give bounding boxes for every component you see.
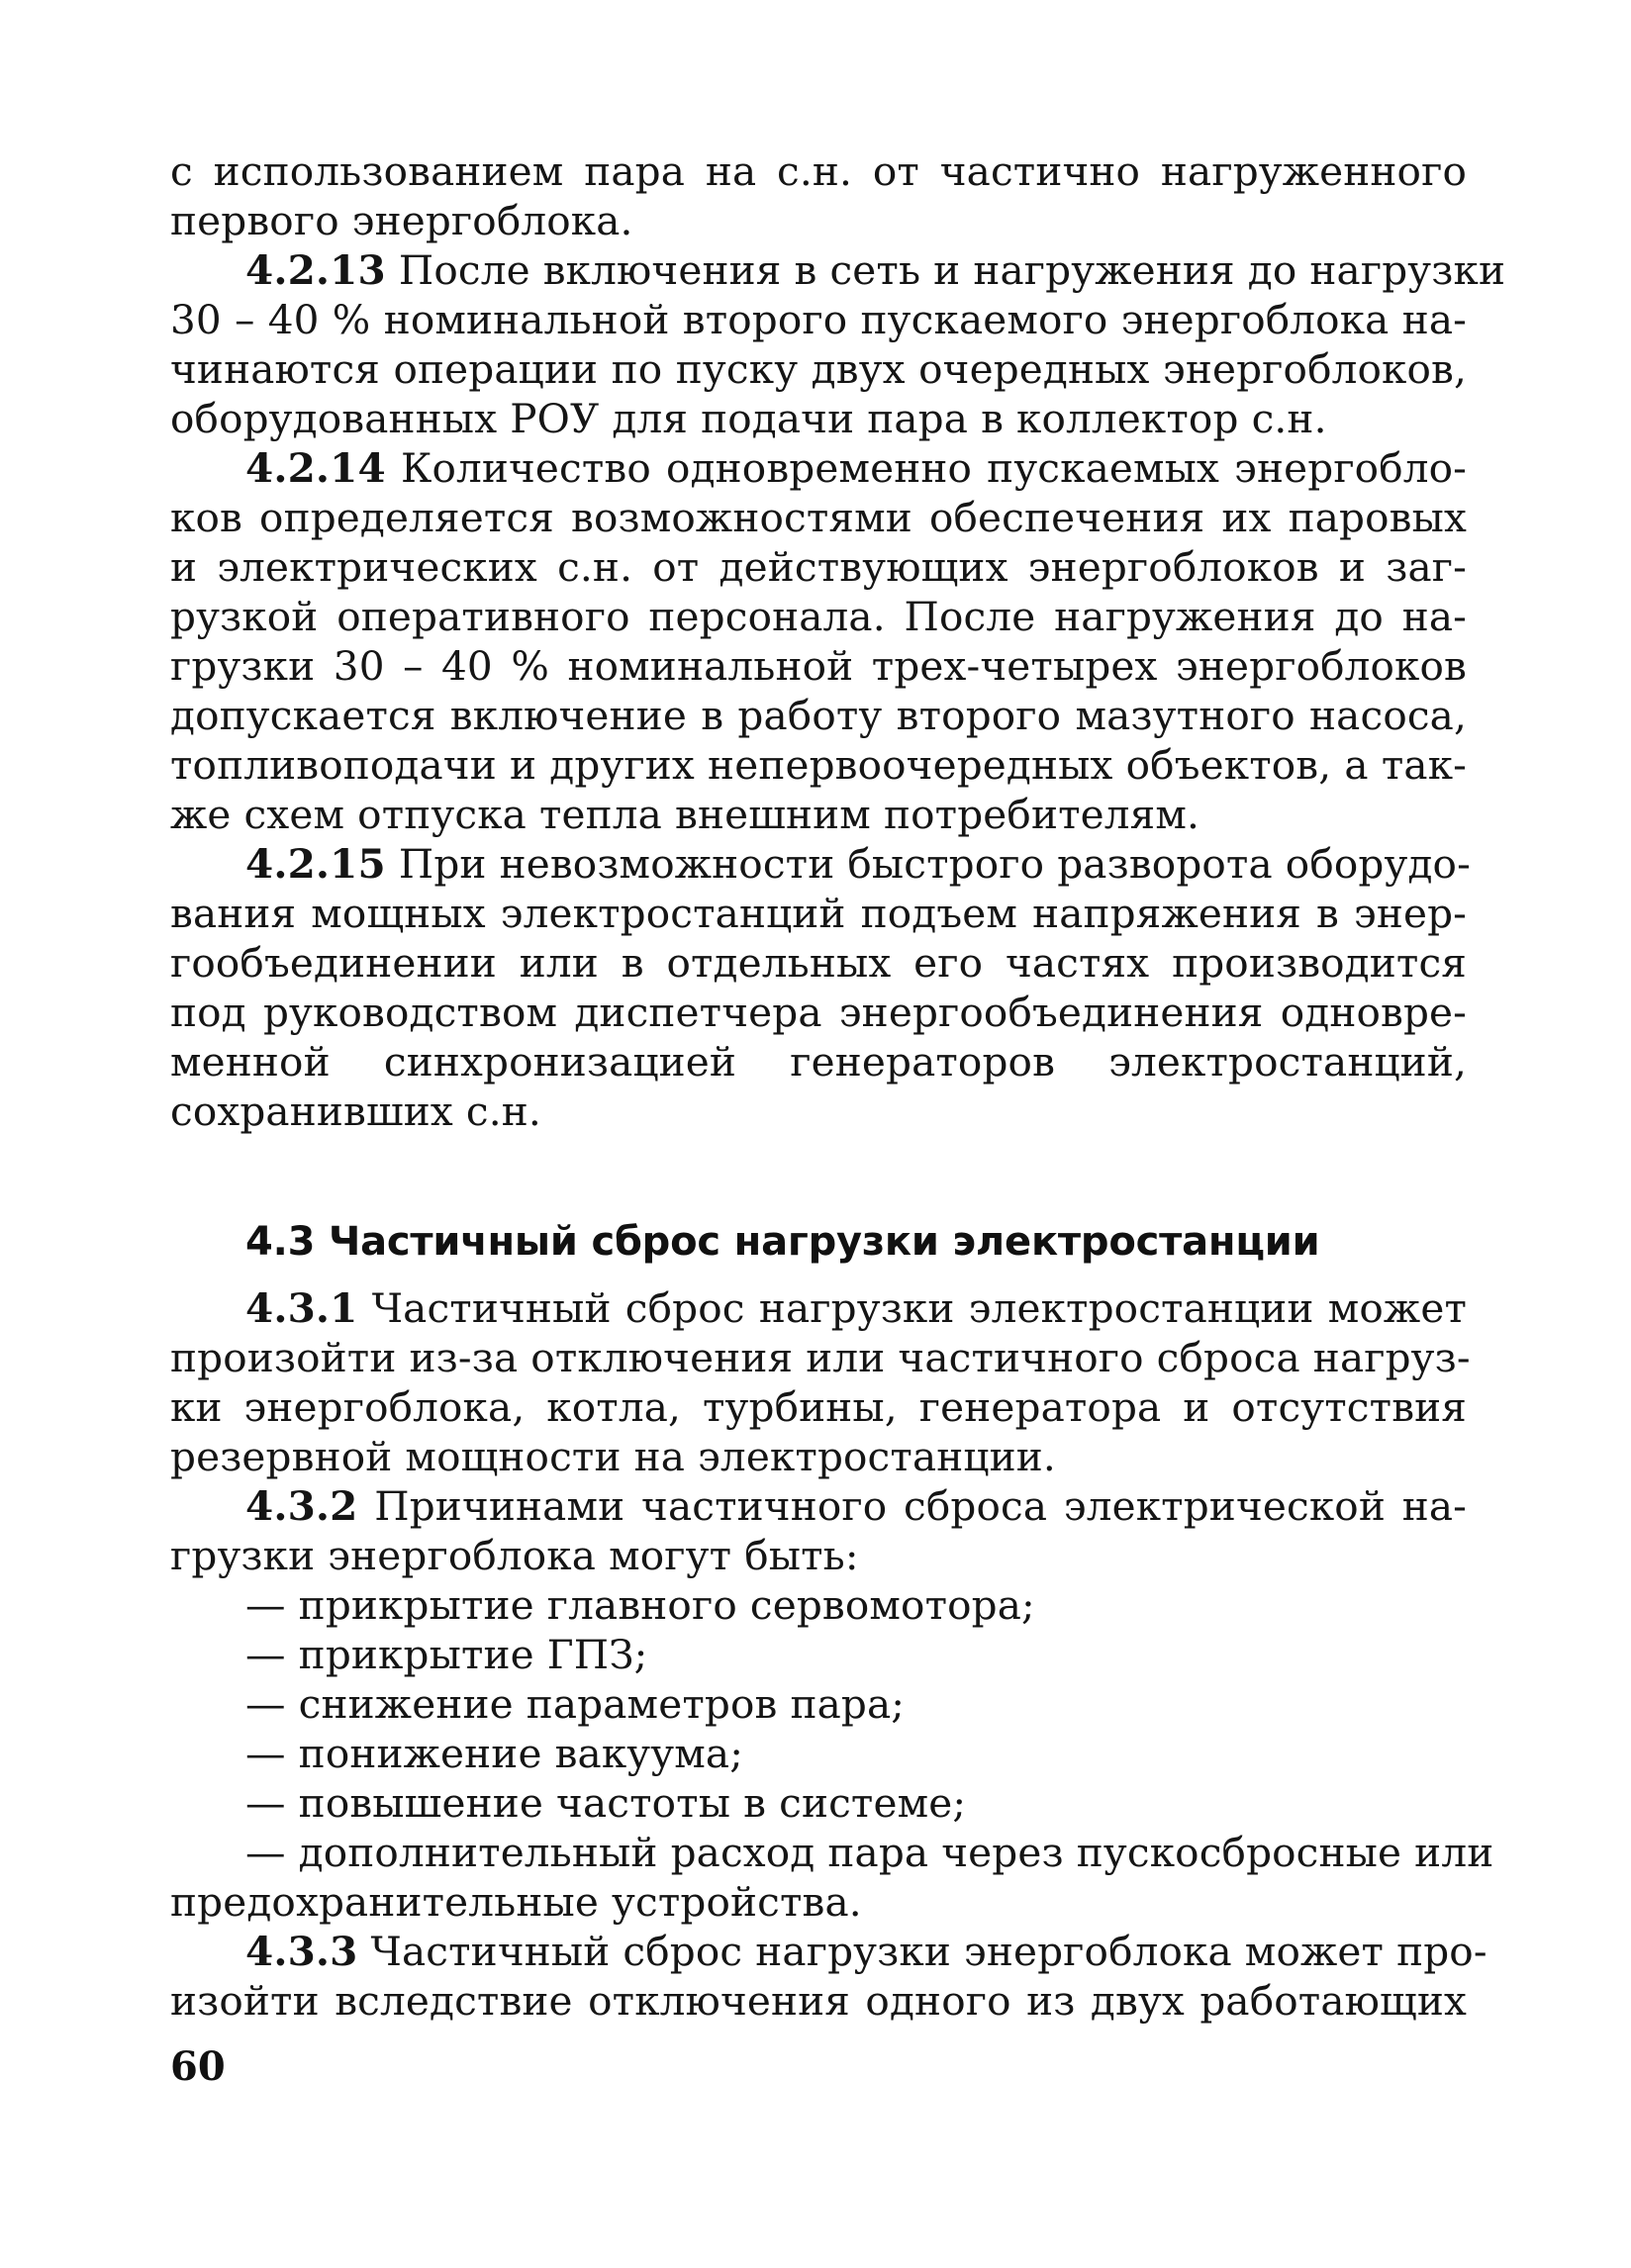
text-line: ки энергоблока, котла, турбины, генератора и отсутствия [170, 1383, 1467, 1431]
paragraph-first-line [245, 1927, 1487, 1976]
section-number: 4.3.2 [245, 1482, 358, 1530]
list-item: — прикрытие ГПЗ; [245, 1631, 648, 1678]
section-number: 4.3.3 [245, 1928, 358, 1975]
paragraph-first-line [245, 245, 1506, 295]
paragraph-first-line [245, 1481, 1467, 1531]
text-line: же схем отпуска тепла внешним потребителям. [170, 791, 1200, 838]
section-number: 4.3.1 [245, 1284, 358, 1332]
text-line: оборудованных РОУ для подачи пара в коллектор с.н. [170, 395, 1327, 442]
section-number: 4.2.15 [245, 840, 386, 888]
text-line: допускается включение в работу второго мазутного насоса, [170, 692, 1467, 739]
list-item: — понижение вакуума; [245, 1730, 744, 1777]
text-line: рузкой оперативного персонала. После нагружения до на- [170, 593, 1467, 640]
text-line: ков определяется возможностями обеспечения их паровых [170, 494, 1467, 541]
text-fragment: Причинами частичного сброса электрической на- [374, 1482, 1467, 1530]
text-line: грузки 30 – 40 % номинальной трех-четырех энергоблоков [170, 642, 1467, 690]
text-line: вания мощных электростанций подъем напряжения в энер- [170, 890, 1467, 937]
text-line: под руководством диспетчера энергообъединения одновре- [170, 989, 1467, 1036]
text-line: первого энергоблока. [170, 197, 633, 244]
text-line: гообъединении или в отдельных его частях производится [170, 939, 1467, 987]
list-item: — снижение параметров пара; [245, 1680, 906, 1728]
text-line: 30 – 40 % номинальной второго пускаемого энергоблока на- [170, 296, 1467, 343]
section-number: 4.2.14 [245, 444, 386, 492]
list-item: — прикрытие главного сервомотора; [245, 1581, 1035, 1629]
text-line: с использованием пара на с.н. от частично нагруженного [170, 147, 1467, 195]
text-fragment: После включения в сеть и нагружения до нагрузки [398, 246, 1506, 294]
text-line: грузки энергоблока могут быть: [170, 1532, 859, 1579]
section-heading: 4.3 Частичный сброс нагрузки электростанции [245, 1219, 1320, 1265]
text-line: изойти вследствие отключения одного из двух работающих [170, 1977, 1467, 2025]
paragraph-first-line [245, 1283, 1467, 1333]
text-line: чинаются операции по пуску двух очередных энергоблоков, [170, 345, 1467, 393]
text-line: менной синхронизацией генераторов электростанций, [170, 1038, 1467, 1086]
list-item: — дополнительный расход пара через пускосбросные или [245, 1829, 1494, 1876]
text-fragment: При невозможности быстрого разворота оборудо- [398, 840, 1471, 888]
list-item: — повышение частоты в системе; [245, 1779, 967, 1827]
text-line: предохранительные устройства. [170, 1878, 862, 1926]
text-line: произойти из-за отключения или частичного сброса нагруз- [170, 1334, 1471, 1381]
section-number: 4.2.13 [245, 246, 386, 294]
text-line: сохранивших с.н. [170, 1087, 541, 1135]
paragraph-first-line [245, 443, 1467, 493]
text-line: и электрических с.н. от действующих энергоблоков и заг- [170, 543, 1467, 591]
text-line: топливоподачи и других непервоочередных объектов, а так- [170, 741, 1467, 789]
paragraph-first-line [245, 839, 1471, 889]
text-fragment: Количество одновременно пускаемых энергобло- [400, 444, 1467, 492]
text-fragment: Частичный сброс нагрузки электростанции может [371, 1284, 1467, 1332]
page-number: 60 [170, 2043, 226, 2090]
text-fragment: Частичный сброс нагрузки энергоблока может про- [370, 1928, 1487, 1975]
text-line: резервной мощности на электростанции. [170, 1433, 1056, 1480]
